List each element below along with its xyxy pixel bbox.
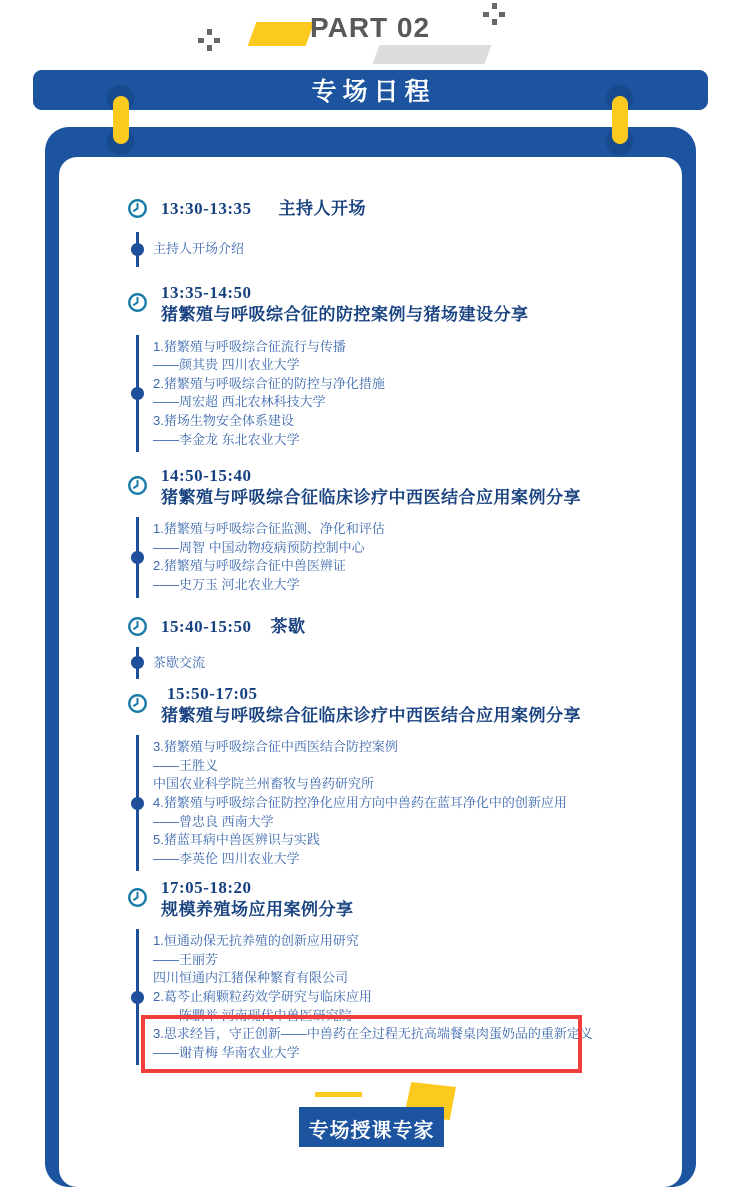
detail-line: ——颜其贵 四川农业大学 (153, 357, 300, 373)
detail-line: ——李英伦 四川农业大学 (153, 850, 300, 866)
detail-line: 四川恒通内江猪保种繁育有限公司 (153, 970, 349, 986)
timeline-dot (131, 551, 144, 564)
session-time: 17:05-18:20 (161, 878, 252, 898)
session-detail (136, 232, 682, 267)
clock-icon (127, 198, 148, 219)
session-time: 14:50-15:40 (161, 466, 252, 486)
part-label: PART 02 (310, 12, 431, 43)
gray-parallelogram (373, 45, 492, 64)
detail-line: ——曾忠良 西南大学 (153, 813, 274, 829)
detail-line: 2.猪繁殖与呼吸综合征的防控与净化措施 (153, 375, 385, 391)
red-highlight-box (141, 1015, 582, 1073)
session-title: 规模养殖场应用案例分享 (161, 900, 354, 920)
next-section-banner (299, 1107, 444, 1147)
session-header (127, 683, 682, 727)
clock-icon (127, 887, 148, 908)
session-time: 13:30-13:35 (161, 198, 252, 218)
session-time: 13:35-14:50 (161, 282, 252, 302)
timeline-dot (131, 387, 144, 400)
schedule-timeline (59, 157, 682, 1065)
session-detail (136, 517, 682, 597)
session-time: 15:50-17:05 (167, 684, 258, 704)
clock-icon (127, 616, 148, 637)
next-section-banner-title: 专场授课专家 (308, 1120, 435, 1142)
timeline-dot (131, 991, 144, 1004)
session-detail (136, 647, 682, 680)
detail-line: 1.猪繁殖与呼吸综合征流行与传播 (153, 338, 346, 354)
detail-line: ——李金龙 东北农业大学 (153, 431, 300, 447)
clock-icon (127, 475, 148, 496)
session-time: 15:40-15:50 (161, 617, 252, 637)
session-title: 茶歇 (270, 617, 306, 637)
session-header (127, 615, 682, 639)
yellow-dash (315, 1092, 362, 1097)
detail-line: 2.葛芩止痢颗粒药效学研究与临床应用 (153, 989, 372, 1005)
detail-line: ——史万玉 河北农业大学 (153, 576, 300, 592)
timeline-dot (131, 656, 144, 669)
session-detail (136, 929, 682, 1065)
yellow-parallelogram (248, 22, 315, 46)
session-header (127, 877, 682, 921)
session-title: 猪繁殖与呼吸综合征的防控案例与猪场建设分享 (161, 304, 529, 324)
detail-line: 1.猪繁殖与呼吸综合征监测、净化和评估 (153, 521, 385, 537)
section-banner-title: 专场日程 (311, 78, 436, 106)
clock-icon (127, 292, 148, 313)
plus-decoration-icon (198, 29, 220, 51)
timeline-dot (131, 797, 144, 810)
plus-decoration-icon (483, 3, 505, 25)
detail-line: ——王丽芳 (153, 951, 219, 967)
yellow-pin (113, 96, 129, 144)
session-title: 主持人开场 (278, 198, 366, 218)
detail-line: 3.思求经旨，守正创新——中兽药在全过程无抗高端餐桌肉蛋奶品的重新定义 (153, 1026, 593, 1042)
detail-line: 5.猪蓝耳病中兽医辨识与实践 (153, 832, 320, 848)
detail-line: 茶歇交流 (153, 654, 206, 670)
session-detail (136, 335, 682, 453)
detail-line: ——谢青梅 华南农业大学 (153, 1044, 300, 1060)
session-header (127, 465, 682, 509)
session-header (127, 196, 682, 220)
detail-line: 2.猪繁殖与呼吸综合征中兽医辨证 (153, 558, 346, 574)
detail-line: ——周宏超 西北农林科技大学 (153, 394, 326, 410)
session-detail (136, 735, 682, 871)
session-header (127, 282, 682, 326)
detail-line: ——陈鹏举 河南现代中兽医研究院 (153, 1007, 352, 1023)
detail-line: 中国农业科学院兰州畜牧与兽药研究所 (153, 776, 375, 792)
detail-line: 4.猪繁殖与呼吸综合征防控净化应用方向中兽药在蓝耳净化中的创新应用 (153, 794, 567, 810)
session-title: 猪繁殖与呼吸综合征临床诊疗中西医结合应用案例分享 (161, 706, 581, 726)
yellow-pin (612, 96, 628, 144)
clock-icon (127, 693, 148, 714)
detail-line: 主持人开场介绍 (153, 241, 245, 256)
detail-line: ——周智 中国动物疫病预防控制中心 (153, 539, 365, 555)
timeline-dot (131, 243, 144, 256)
detail-line: 3.猪繁殖与呼吸综合征中西医结合防控案例 (153, 739, 398, 755)
detail-line: 3.猪场生物安全体系建设 (153, 412, 294, 428)
detail-line: 1.恒通动保无抗养殖的创新应用研究 (153, 933, 359, 949)
session-title: 猪繁殖与呼吸综合征临床诊疗中西医结合应用案例分享 (161, 488, 581, 508)
detail-line: ——王胜义 (153, 757, 219, 773)
